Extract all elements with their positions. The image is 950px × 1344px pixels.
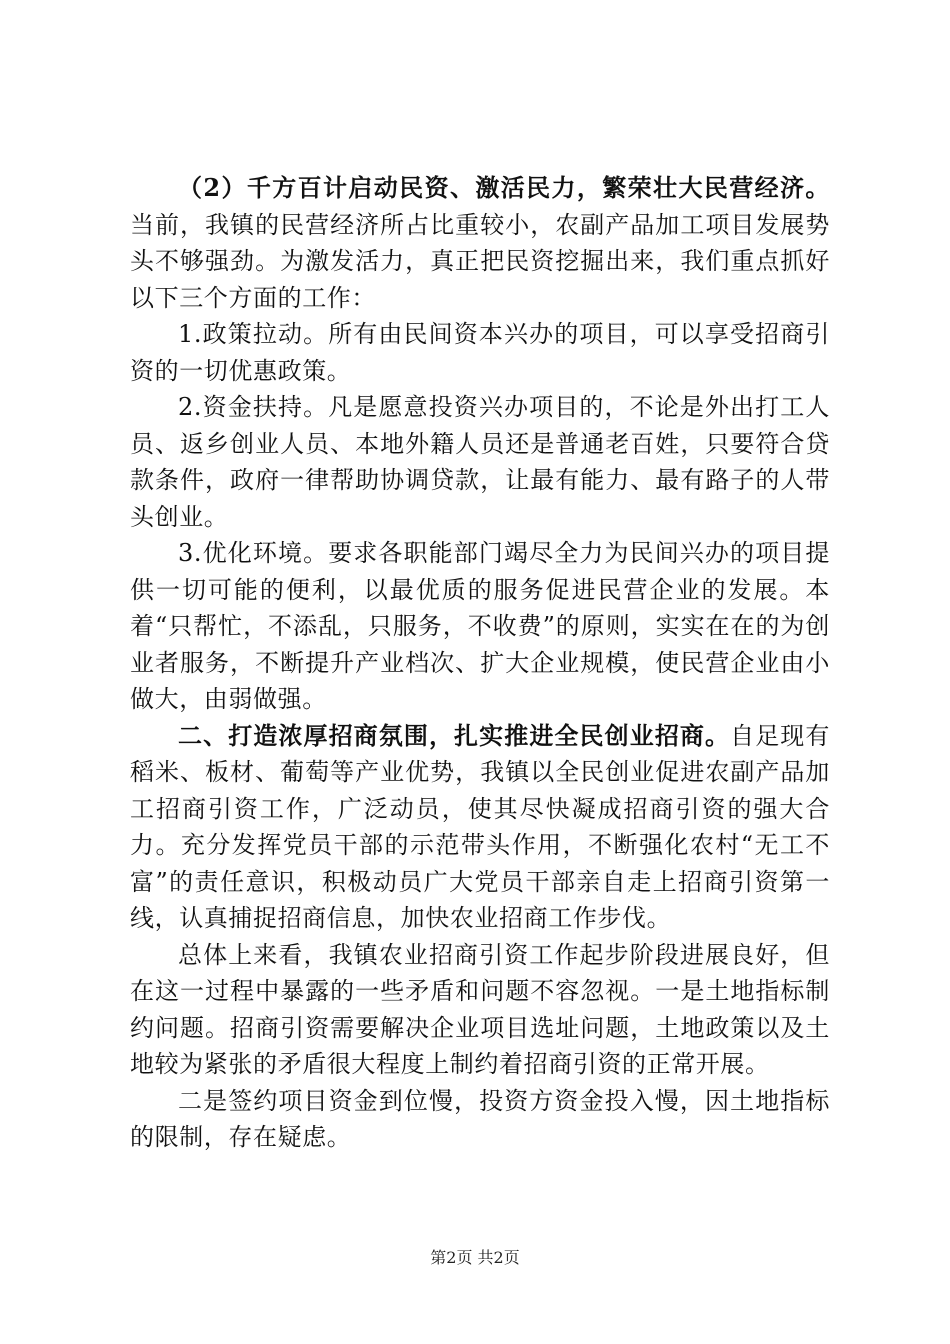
paragraph-private-economy [130,170,830,316]
paragraph-text: 3.优化环境。要求各职能部门竭尽全力为民间兴办的项目提供一切可能的便利，以最优质的服务促进民营企业的发展。本着“只帮忙，不添乱，只服务，不收费”的原则，实实在在的为创业者服务，不断提升产业档次、扩大企业规模，使民营企业由小做大，由弱做强。 [130,539,830,713]
document-body [130,170,830,1156]
paragraph-investment-atmosphere [130,718,830,937]
paragraph-text: 总体上来看，我镇农业招商引资工作起步阶段进展良好，但在这一过程中暴露的一些矛盾和问题不容忽视。一是土地指标制约问题。招商引资需要解决企业项目选址问题，土地政策以及土地较为紧张的矛盾很大程度上制约着招商引资的正常开展。 [130,940,830,1078]
page-footer [0,1245,950,1268]
paragraph-text: 当前，我镇的民营经济所占比重较小，农副产品加工项目发展势头不够强劲。为激发活力，真正把民资挖掘出来，我们重点抓好以下三个方面的工作： [130,210,830,312]
paragraph-text: 2.资金扶持。凡是愿意投资兴办项目的，不论是外出打工人员、返乡创业人员、本地外籍人员还是普通老百姓，只要符合贷款条件，政府一律帮助协调贷款，让最有能力、最有路子的人带头创业。 [130,393,830,531]
paragraph-heading: （2）千方百计启动民资、激活民力，繁荣壮大民营经济。 [178,173,830,202]
paragraph-issue-two [130,1083,830,1156]
paragraph-summary [130,937,830,1083]
paragraph-policy [130,316,830,389]
paragraph-funding [130,389,830,535]
paragraph-text: 自足现有稻米、板材、葡萄等产业优势，我镇以全民创业促进农副产品加工招商引资工作，广泛动员，使其尽快凝成招商引资的强大合力。充分发挥党员干部的示范带头作用，不断强化农村“无工不富”的责任意识，积极动员广大党员干部亲自走上招商引资第一线，认真捕捉招商信息，加快农业招商工作步伐。 [130,721,830,932]
paragraph-environment [130,535,830,718]
paragraph-text: 二是签约项目资金到位慢，投资方资金投入慢，因土地指标的限制，存在疑虑。 [130,1086,830,1151]
paragraph-heading: 二、打造浓厚招商氛围，扎实推进全民创业招商。 [178,720,731,750]
paragraph-text: 1.政策拉动。所有由民间资本兴办的项目，可以享受招商引资的一切优惠政策。 [130,320,830,385]
page-number: 第2页 共2页 [430,1248,520,1267]
